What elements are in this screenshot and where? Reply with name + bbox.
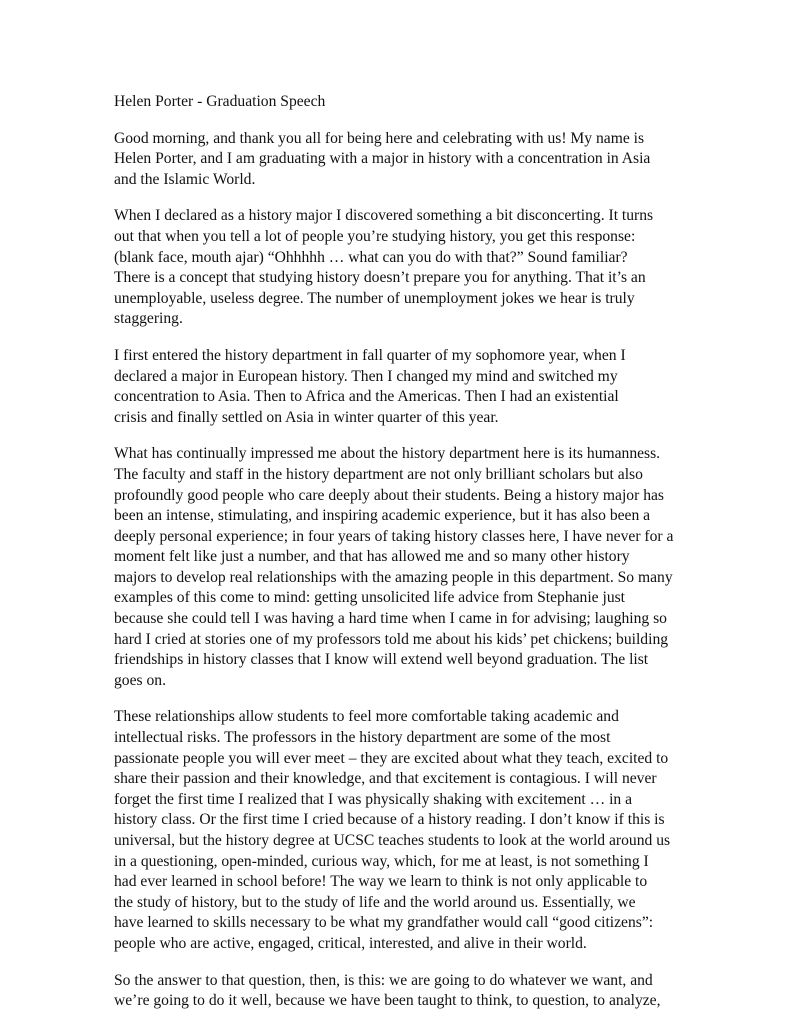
text-line: unemployable, useless degree. The number of unemployment jokes we hear is truly [114, 289, 635, 307]
text-line: Helen Porter, and I am graduating with a major in history with a concentration in Asia [114, 150, 651, 168]
text-line: So the answer to that question, then, is this: we are going to do whatever we want, and [114, 971, 653, 989]
text-line: and the Islamic World. [114, 170, 256, 188]
text-line: majors to develop real relationships with the amazing people in this department. So many [114, 568, 673, 586]
text-line: share their passion and their knowledge, and that excitement is contagious. I will never [114, 770, 657, 788]
text-line: (blank face, mouth ajar) “Ohhhhh … what can you do with that?” Sound familiar? [114, 248, 628, 266]
text-line: crisis and finally settled on Asia in winter quarter of this year. [114, 408, 499, 426]
paragraph [114, 707, 694, 954]
paragraph [114, 971, 694, 1012]
paragraph [114, 444, 694, 691]
text-line: been an intense, stimulating, and inspiring academic experience, but it has also been a [114, 507, 651, 525]
text-line: I first entered the history department in fall quarter of my sophomore year, when I [114, 346, 626, 364]
text-line: When I declared as a history major I discovered something a bit disconcerting. It turns [114, 207, 654, 225]
text-line: concentration to Asia. Then to Africa and the Americas. Then I had an existential [114, 388, 619, 406]
text-line: These relationships allow students to feel more comfortable taking academic and [114, 708, 619, 726]
text-line: people who are active, engaged, critical, interested, and alive in their world. [114, 934, 587, 952]
text-line: the study of history, but to the study of life and the world around us. Essentially, we [114, 893, 636, 911]
text-line: because she could tell I was having a hard time when I came in for advising; laughing so [114, 610, 667, 628]
text-line: have learned to skills necessary to be what my grandfather would call “good citizens”: [114, 914, 654, 932]
text-line: out that when you tell a lot of people you’re studying history, you get this response: [114, 227, 636, 245]
text-line: deeply personal experience; in four years of taking history classes here, I have never for a [114, 527, 674, 545]
text-line: examples of this come to mind: getting unsolicited life advice from Stephanie just [114, 589, 626, 607]
text-line: Good morning, and thank you all for being here and celebrating with us! My name is [114, 129, 645, 147]
paragraph [114, 129, 694, 191]
text-line: intellectual risks. The professors in the history department are some of the most [114, 729, 611, 747]
document-page [114, 92, 694, 1028]
text-line: passionate people you will ever meet – they are excited about what they teach, excited to [114, 749, 669, 767]
text-line: profoundly good people who care deeply about their students. Being a history major has [114, 486, 664, 504]
paragraph [114, 346, 694, 428]
text-line: declared a major in European history. Then I changed my mind and switched my [114, 367, 618, 385]
text-line: universal, but the history degree at UCSC teaches students to look at the world around us [114, 832, 671, 849]
text-line: goes on. [114, 671, 166, 689]
text-line: What has continually impressed me about the history department here is its humanness. [114, 445, 661, 463]
text-line: had ever learned in school before! The way we learn to think is not only applicable to [114, 873, 648, 891]
text-line: we’re going to do it well, because we have been taught to think, to question, to analyze, [114, 992, 661, 1010]
text-line: There is a concept that studying history doesn’t prepare you for anything. That it’s an [114, 269, 646, 287]
paragraph [114, 206, 694, 330]
text-line: friendships in history classes that I know will extend well beyond graduation. The list [114, 651, 649, 669]
document-title: Helen Porter - Graduation Speech [114, 93, 326, 110]
text-line: moment felt like just a number, and that has allowed me and so many other history [114, 548, 630, 566]
text-line: in a questioning, open-minded, curious way, which, for me at least, is not something I [114, 852, 649, 870]
document-body [114, 129, 694, 1012]
text-line: hard I cried at stories one of my professors told me about his kids’ pet chickens; building [114, 630, 669, 648]
text-line: forget the first time I realized that I was physically shaking with excitement … in a [114, 790, 633, 808]
text-line: staggering. [114, 310, 183, 328]
text-line: history class. Or the first time I cried because of a history reading. I don’t know if this is [114, 811, 665, 829]
text-line: The faculty and staff in the history department are not only brilliant scholars but also [114, 465, 643, 483]
